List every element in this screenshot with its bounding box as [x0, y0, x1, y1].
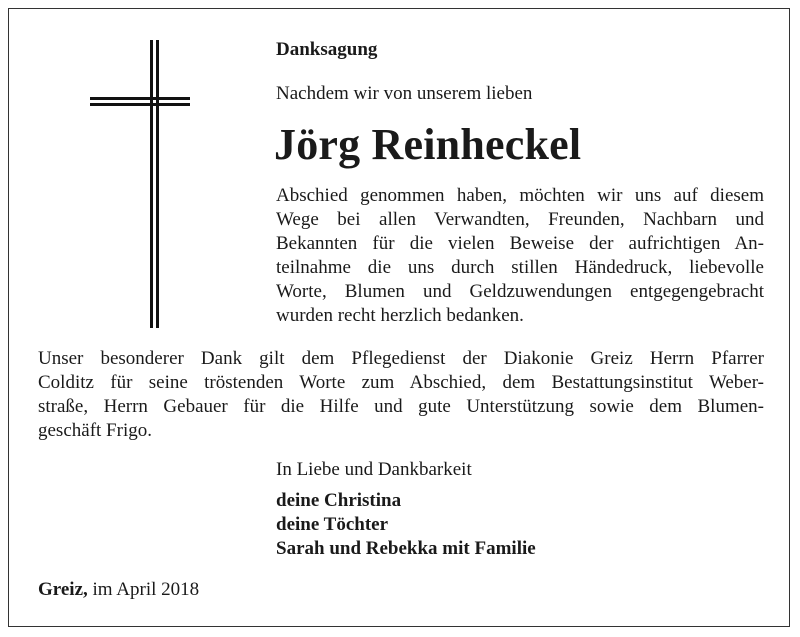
thanks-paragraph	[276, 184, 764, 328]
cross-icon	[90, 40, 190, 328]
paragraph-line: Worte, Blumen und Geldzuwendungen entgegengebracht	[276, 281, 764, 302]
signature-line: Sarah und Rebekka mit Familie	[276, 538, 536, 559]
paragraph-line: Abschied genommen haben, möchten wir uns auf diesem	[276, 185, 764, 206]
paragraph-line: straße, Herrn Gebauer für die Hilfe und gute Unterstützung sowie dem Blumen-	[38, 396, 764, 417]
paragraph-line: Colditz für seine tröstenden Worte zum Abschied, dem Bestattungsinstitut Weber-	[38, 372, 764, 393]
paragraph-line: Bekannten für die vielen Beweise der aufrichtigen An-	[276, 233, 764, 254]
signature-block	[276, 489, 536, 561]
place-date-line	[38, 578, 199, 602]
closing-line: In Liebe und Dankbarkeit	[276, 459, 472, 480]
date-text: im April 2018	[92, 579, 200, 600]
notice-heading: Danksagung	[276, 39, 378, 60]
paragraph-line: Wege bei allen Verwandten, Freunden, Nachbarn und	[276, 209, 764, 230]
signature-line: deine Christina	[276, 490, 402, 511]
deceased-name: Jörg Reinheckel	[274, 120, 582, 169]
place-name: Greiz,	[38, 579, 88, 600]
paragraph-line: geschäft Frigo.	[38, 420, 152, 441]
intro-line: Nachdem wir von unserem lieben	[276, 83, 533, 104]
paragraph-line: teilnahme die uns durch stillen Händedruck, liebevolle	[276, 257, 764, 278]
signature-line: deine Töchter	[276, 514, 389, 535]
paragraph-line: wurden recht herzlich bedanken.	[276, 305, 524, 326]
special-thanks-paragraph	[38, 347, 764, 443]
paragraph-line: Unser besonderer Dank gilt dem Pflegedienst der Diakonie Greiz Herrn Pfarrer	[38, 348, 764, 369]
